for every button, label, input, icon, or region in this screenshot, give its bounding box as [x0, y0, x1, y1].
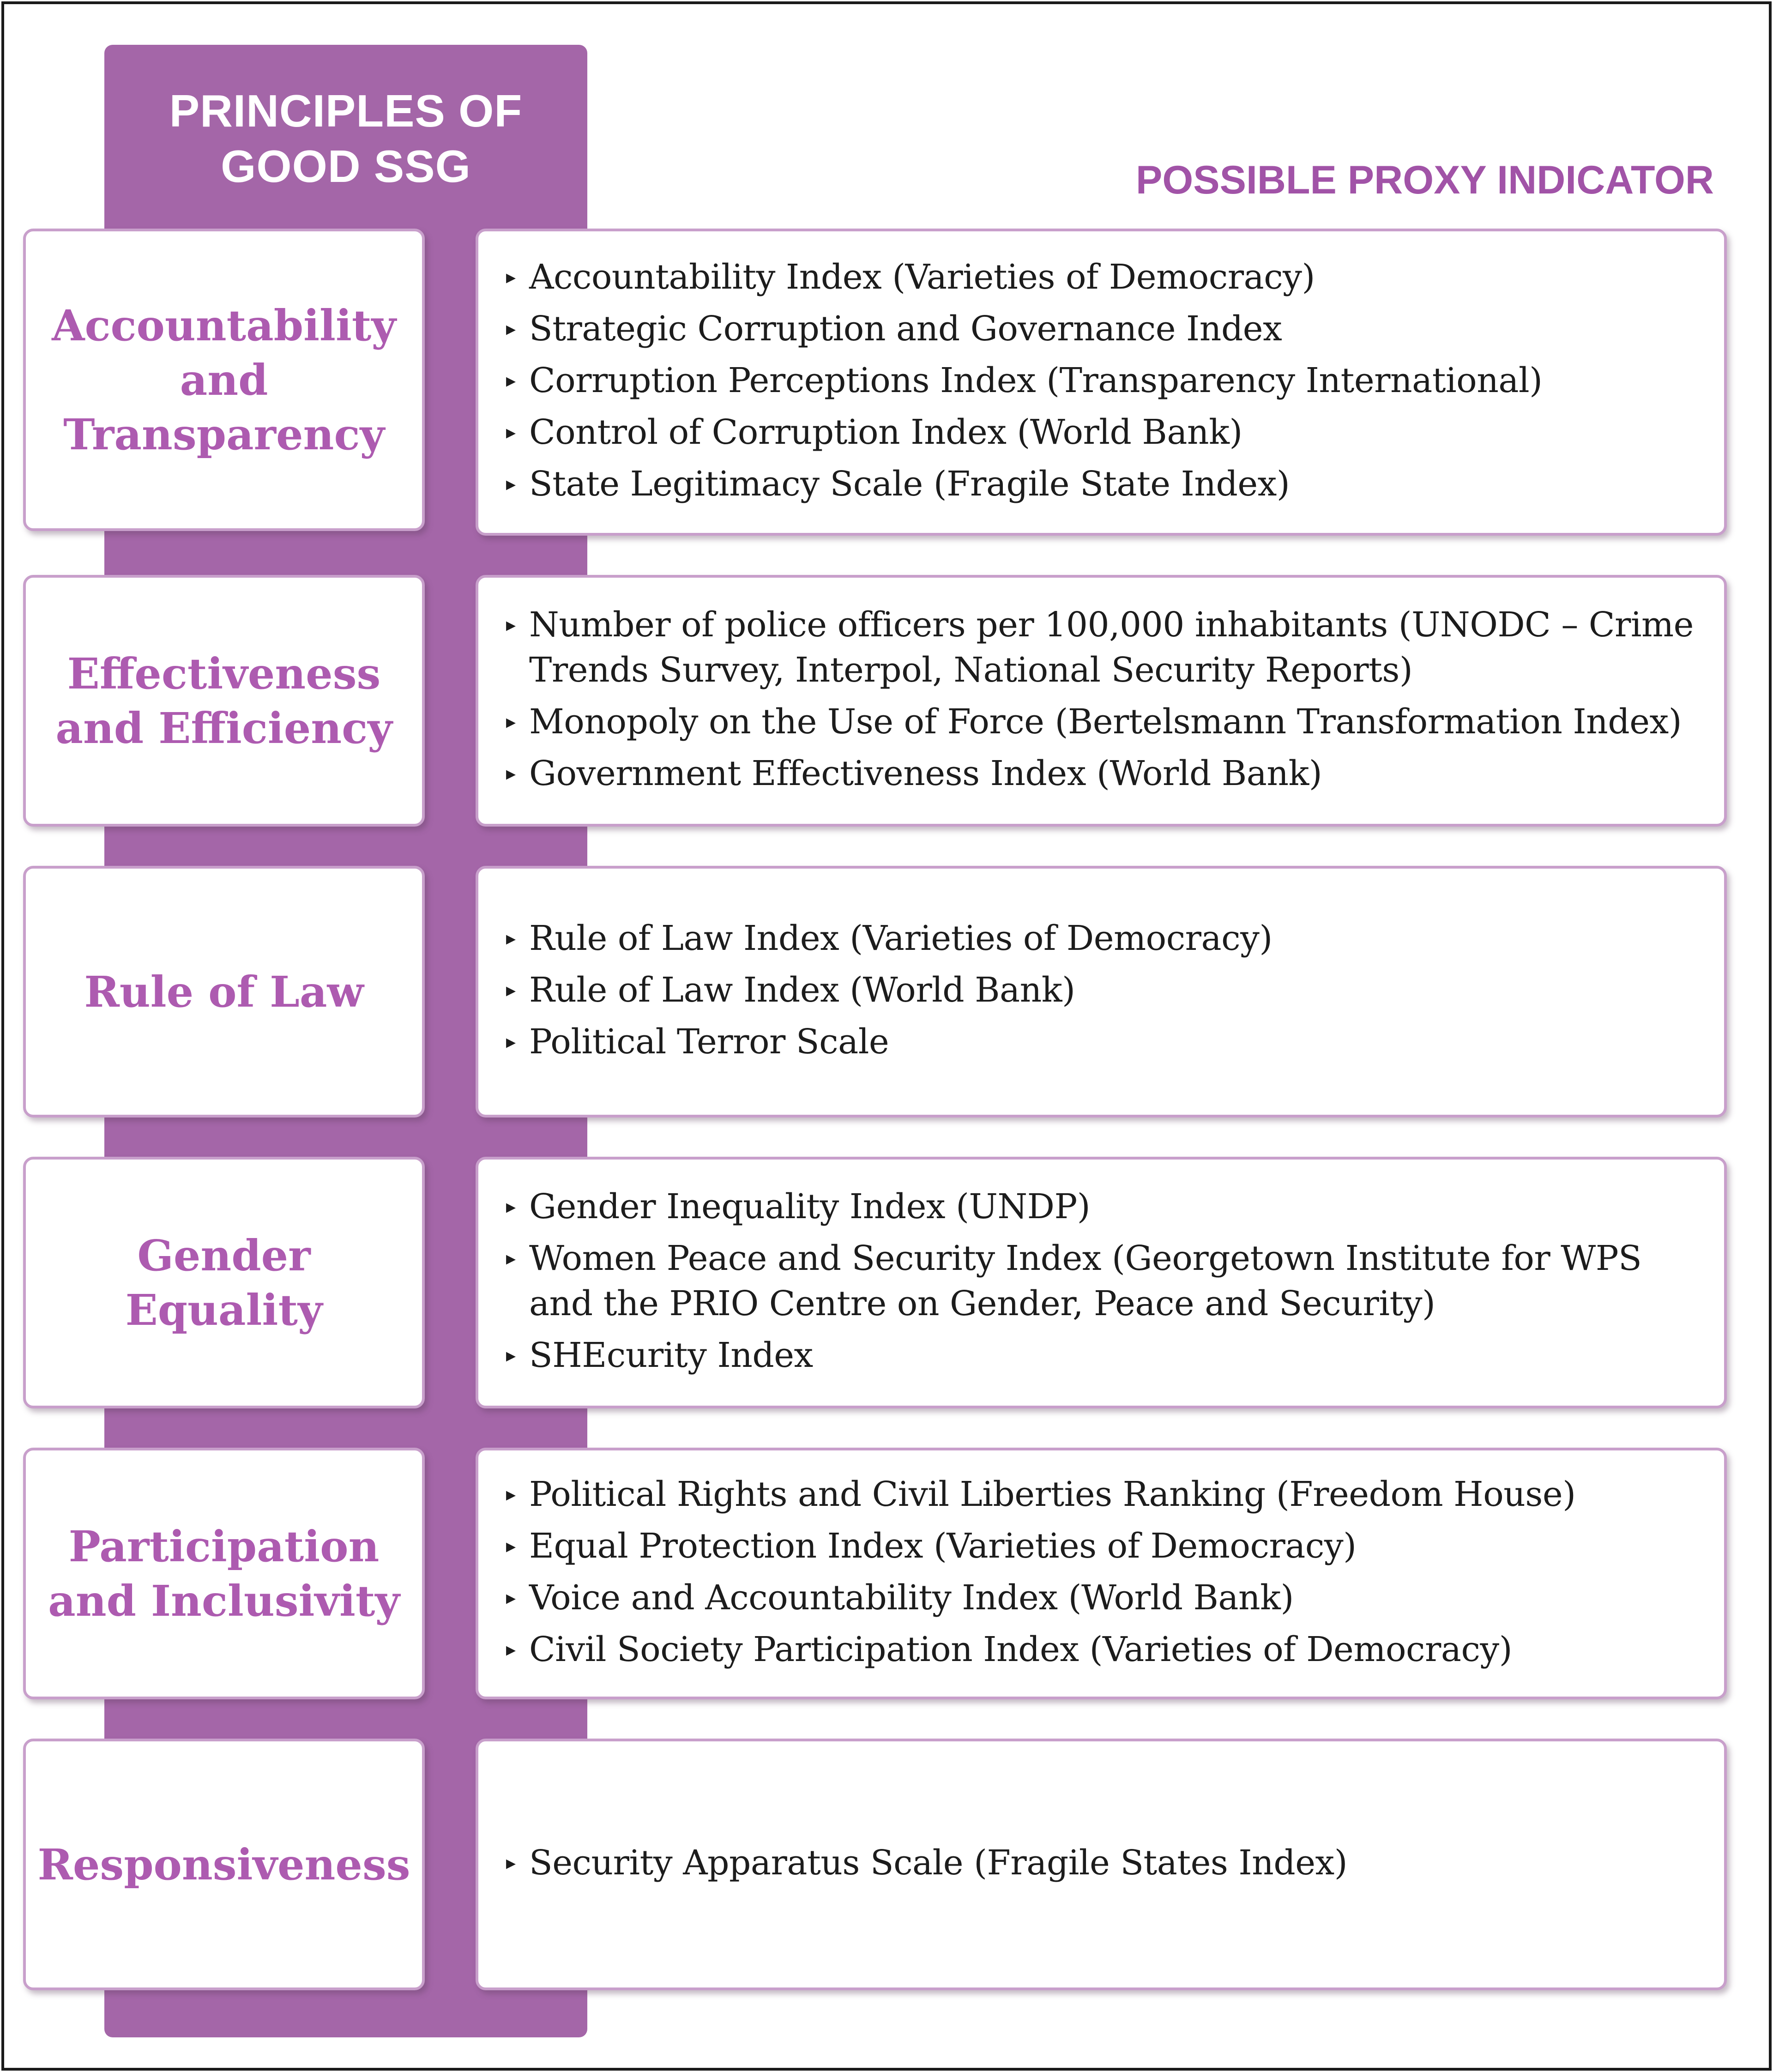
indicator-item: ▸ Voice and Accountability Index (World Bank) — [506, 1577, 1294, 1618]
indicator-item: ▸ Control of Corruption Index (World Bank) — [506, 412, 1242, 452]
principles-header-line-2: GOOD SSG — [221, 141, 471, 192]
indicator-card-rule-of-law — [476, 866, 1727, 1118]
indicator-item: ▸ State Legitimacy Scale (Fragile State Index) — [506, 464, 1290, 504]
indicator-item: ▸ Civil Society Participation Index (Varieties of Democracy) — [506, 1629, 1513, 1669]
principle-card-accountability — [23, 229, 425, 531]
indicator-text: Rule of Law Index (World Bank) — [529, 970, 1075, 1010]
indicator-list — [506, 1469, 1706, 1679]
indicator-text: SHEcurity Index — [529, 1335, 813, 1375]
principles-header-line-1: PRINCIPLES OF — [169, 85, 523, 136]
indicator-item: ▸ Rule of Law Index (World Bank) — [506, 970, 1075, 1010]
indicator-item: ▸ Security Apparatus Scale (Fragile States Index) — [506, 1842, 1348, 1883]
principle-label: Gender Equality — [125, 1230, 323, 1335]
indicator-text: Gender Inequality Index (UNDP) — [529, 1186, 1091, 1226]
indicator-item: ▸ Gender Inequality Index (UNDP) — [506, 1186, 1091, 1226]
proxy-indicator-header: POSSIBLE PROXY INDICATOR — [1136, 158, 1714, 202]
indicator-text: Political Rights and Civil Liberties Ranking (Freedom House) — [529, 1474, 1576, 1514]
indicator-text: Control of Corruption Index (World Bank) — [529, 412, 1242, 452]
principles-header — [104, 83, 587, 194]
indicator-item: ▸ Accountability Index (Varieties of Democracy) — [506, 257, 1315, 297]
indicator-item: ▸ Equal Protection Index (Varieties of Democracy) — [506, 1526, 1357, 1566]
indicator-text: Voice and Accountability Index (World Bank) — [529, 1577, 1294, 1618]
indicator-text: State Legitimacy Scale (Fragile State Index) — [529, 464, 1290, 504]
indicator-item: ▸ Women Peace and Security Index (Georgetown Institute for WPS and the PRIO Centre on Gender, Peace and Security) — [506, 1238, 1642, 1323]
indicator-card-responsiveness — [476, 1739, 1727, 1990]
indicator-text: Government Effectiveness Index (World Bank) — [529, 753, 1322, 793]
indicator-item: ▸ Number of police officers per 100,000 inhabitants (UNODC – Crime Trends Survey, Interpol, National Security Reports) — [506, 604, 1694, 690]
indicator-text: Political Terror Scale — [529, 1021, 889, 1062]
principle-card-participation — [23, 1448, 425, 1699]
indicator-card-participation — [476, 1448, 1727, 1699]
indicator-text: Equal Protection Index (Varieties of Democracy) — [529, 1526, 1357, 1566]
indicator-list — [506, 913, 1706, 1071]
indicator-list — [506, 252, 1706, 513]
principle-card-gender-equality — [23, 1157, 425, 1408]
indicator-item: ▸ SHEcurity Index — [506, 1335, 813, 1375]
indicator-item: ▸ Government Effectiveness Index (World Bank) — [506, 753, 1322, 793]
principle-label: Rule of Law — [84, 967, 364, 1017]
indicator-card-effectiveness — [476, 575, 1727, 827]
principle-card-rule-of-law — [23, 866, 425, 1118]
principle-label: Accountability and Transparency — [52, 300, 396, 459]
indicator-list — [506, 599, 1706, 803]
indicator-list — [506, 1181, 1706, 1384]
indicator-item: ▸ Political Terror Scale — [506, 1021, 889, 1062]
indicator-card-gender-equality — [476, 1157, 1727, 1408]
indicator-item: ▸ Corruption Perceptions Index (Transparency International) — [506, 360, 1543, 400]
indicator-item: ▸ Strategic Corruption and Governance Index — [506, 308, 1282, 349]
indicator-list — [506, 1837, 1706, 1892]
indicator-text: Monopoly on the Use of Force (Bertelsmann Transformation Index) — [529, 701, 1682, 742]
indicator-text: Security Apparatus Scale (Fragile States Index) — [529, 1842, 1348, 1883]
indicator-text: Number of police officers per 100,000 inhabitants (UNODC – Crime Trends Survey, Interpol, National Security Reports) — [529, 604, 1694, 690]
principle-label: Responsiveness — [37, 1839, 410, 1890]
principle-label: Participation and Inclusivity — [48, 1521, 400, 1626]
indicator-item: ▸ Rule of Law Index (Varieties of Democracy) — [506, 918, 1272, 958]
indicator-text: Civil Society Participation Index (Varieties of Democracy) — [529, 1629, 1513, 1669]
indicator-item: ▸ Monopoly on the Use of Force (Bertelsmann Transformation Index) — [506, 701, 1682, 742]
indicator-text: Women Peace and Security Index (Georgetown Institute for WPS and the PRIO Centre on Gender, Peace and Security) — [529, 1238, 1642, 1323]
indicator-text: Rule of Law Index (Varieties of Democracy) — [529, 918, 1272, 958]
principle-card-effectiveness — [23, 575, 425, 827]
indicator-item: ▸ Political Rights and Civil Liberties Ranking (Freedom House) — [506, 1474, 1576, 1514]
indicator-text: Corruption Perceptions Index (Transparency International) — [529, 360, 1543, 400]
principle-card-responsiveness — [23, 1739, 425, 1990]
indicator-card-accountability — [476, 229, 1727, 536]
indicator-text: Accountability Index (Varieties of Democracy) — [529, 257, 1315, 297]
principle-label: Effectiveness and Efficiency — [55, 648, 392, 753]
indicator-text: Strategic Corruption and Governance Index — [529, 308, 1282, 349]
